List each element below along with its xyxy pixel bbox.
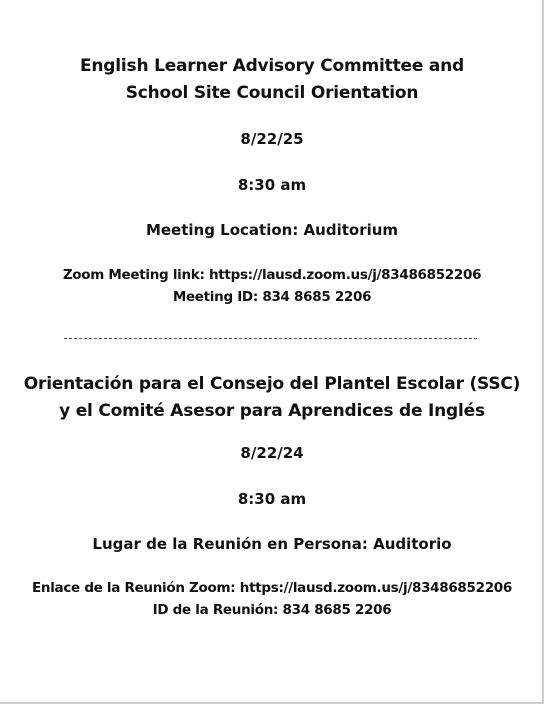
english-zoom-label: Zoom Meeting link:	[62, 267, 205, 283]
section-divider	[64, 338, 477, 339]
spanish-title-line1: Orientación para el Consejo del Plantel Escolar (SSC)	[23, 374, 521, 394]
spanish-meeting-id: 834 8685 2206	[282, 602, 392, 618]
english-meeting-id-label: Meeting ID:	[172, 289, 258, 305]
spanish-date: 8/22/24	[240, 444, 304, 462]
spanish-zoom-link[interactable]: https://lausd.zoom.us/j/83486852206	[239, 580, 512, 596]
english-title	[0, 53, 544, 107]
english-title-line1: English Learner Advisory Committee and	[79, 56, 465, 76]
spanish-location: Lugar de la Reunión en Persona: Auditorio	[92, 535, 452, 553]
english-zoom-link[interactable]: https://lausd.zoom.us/j/83486852206	[208, 267, 482, 283]
spanish-time: 8:30 am	[237, 490, 307, 508]
spanish-zoom-info	[0, 577, 544, 621]
english-date: 8/22/25	[240, 130, 304, 148]
spanish-meeting-id-label: ID de la Reunión:	[152, 602, 279, 618]
english-time: 8:30 am	[237, 176, 307, 194]
english-meeting-id: 834 8685 2206	[262, 289, 372, 305]
english-zoom-info	[0, 264, 544, 308]
english-location: Meeting Location: Auditorium	[145, 221, 399, 239]
spanish-title-line2: y el Comité Asesor para Aprendices de Inglés	[59, 401, 485, 421]
spanish-title	[0, 371, 544, 425]
english-title-line2: School Site Council Orientation	[125, 83, 419, 103]
spanish-zoom-label: Enlace de la Reunión Zoom:	[31, 580, 236, 596]
